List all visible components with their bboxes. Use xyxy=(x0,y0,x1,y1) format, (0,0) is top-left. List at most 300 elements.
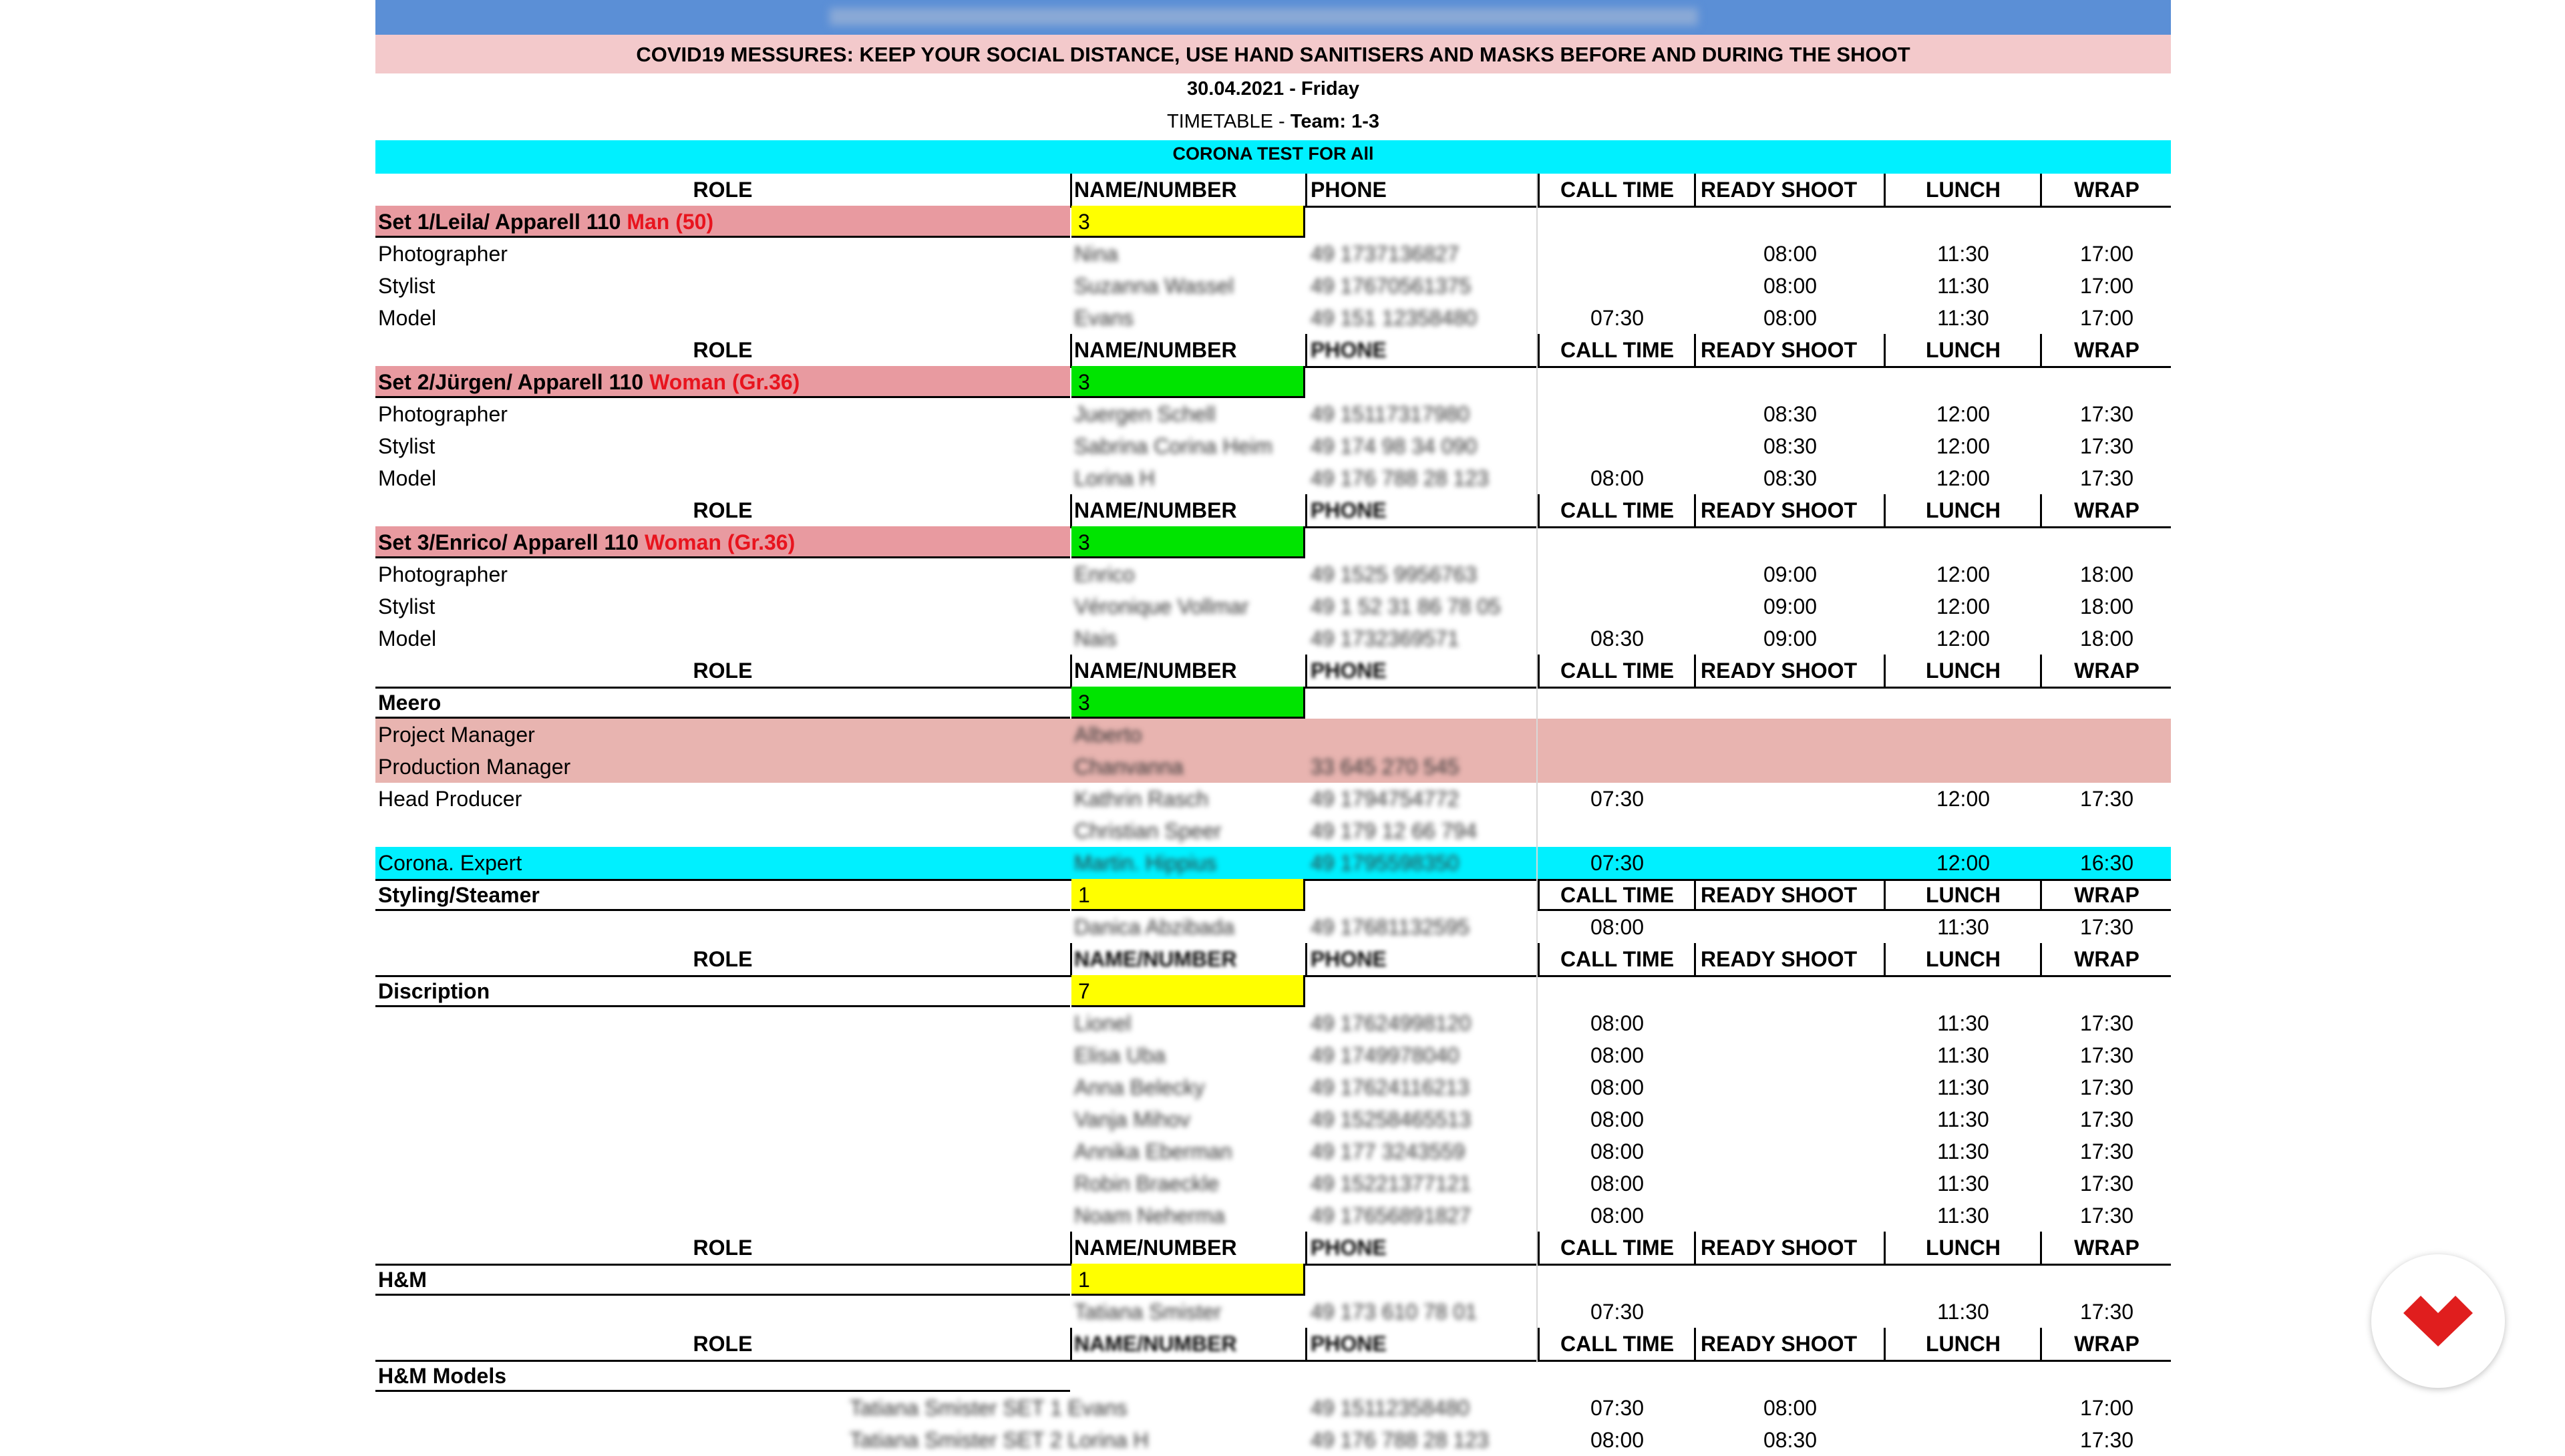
timetable-label: TIMETABLE - Team: 1-3 xyxy=(1167,111,1379,132)
red-diamond-logo-icon xyxy=(2403,1296,2473,1346)
app-logo-button[interactable] xyxy=(2371,1254,2505,1388)
hm-section-header xyxy=(375,1264,2171,1296)
col-phone: PHONE xyxy=(1311,338,1387,362)
table-row xyxy=(375,430,2171,462)
divider xyxy=(1070,655,1072,687)
name-cell: Enrico xyxy=(1074,562,1135,586)
role-cell: Stylist xyxy=(378,434,436,458)
phone-cell: 49 17656891827 xyxy=(1311,1204,1472,1228)
table-row xyxy=(375,1071,2171,1103)
col-role: ROLE xyxy=(693,1332,753,1356)
phone-cell: 49 1795598350 xyxy=(1311,851,1460,875)
blurred-address xyxy=(830,8,1698,25)
wrap-cell: 17:30 xyxy=(2079,1171,2134,1196)
table-row xyxy=(375,558,2171,590)
call-time-cell: 08:00 xyxy=(1590,1139,1645,1163)
name-cell: Vanja Mihov xyxy=(1074,1107,1190,1131)
name-cell: Kathrin Rasch xyxy=(1074,787,1208,811)
role-cell: Model xyxy=(378,626,437,651)
divider xyxy=(2040,174,2042,206)
table-row xyxy=(375,1392,2171,1424)
call-time-cell xyxy=(1540,590,1694,622)
role-cell: Corona. Expert xyxy=(378,851,522,875)
divider xyxy=(1305,334,1307,366)
divider xyxy=(1305,1232,1307,1264)
divider xyxy=(2040,943,2042,975)
divider xyxy=(1305,494,1307,526)
role-cell: Project Manager xyxy=(378,723,535,747)
phone-cell: 49 1749978040 xyxy=(1311,1043,1460,1067)
table-row xyxy=(375,398,2171,430)
name-cell: Tatiana Smister xyxy=(1074,1300,1222,1324)
divider xyxy=(1536,174,1538,1362)
table-row xyxy=(375,1007,2171,1039)
call-time-cell: 07:30 xyxy=(1590,787,1645,811)
divider xyxy=(1538,879,1540,911)
name-cell: Chanvanna xyxy=(1074,755,1184,779)
section-title: Meero xyxy=(378,691,442,715)
divider xyxy=(1694,494,1696,526)
wrap-cell: 17:30 xyxy=(2079,1107,2134,1131)
discription-title xyxy=(378,975,1070,1007)
col-call-time: CALL TIME xyxy=(1560,659,1675,683)
wrap-cell: 18:00 xyxy=(2079,594,2134,618)
name-cell: Suzanna Wassel xyxy=(1074,274,1234,298)
phone-cell: 49 15258465513 xyxy=(1311,1107,1472,1131)
col-wrap: WRAP xyxy=(2074,1236,2140,1260)
lunch-cell xyxy=(1886,1424,2040,1456)
ready-shoot-cell: 08:30 xyxy=(1763,434,1818,458)
col-role: ROLE xyxy=(693,659,753,683)
divider xyxy=(2040,1232,2042,1264)
divider xyxy=(2040,1328,2042,1360)
lunch-cell: 12:00 xyxy=(1936,562,1991,586)
call-time-cell: 08:00 xyxy=(1590,1075,1645,1099)
divider xyxy=(1305,1328,1307,1360)
name-cell: Annika Eberman xyxy=(1074,1139,1232,1163)
section-title: H&M Models xyxy=(378,1364,506,1388)
col-call-time: CALL TIME xyxy=(1560,1236,1675,1260)
name-cell: Robin Braeckle xyxy=(1074,1171,1219,1196)
lunch-cell: 11:30 xyxy=(1937,1043,1989,1067)
role-cell: Head Producer xyxy=(378,787,522,811)
divider xyxy=(1070,494,1072,526)
ready-shoot-cell: 08:00 xyxy=(1763,274,1818,298)
call-time-cell: 08:00 xyxy=(1590,1043,1645,1067)
ready-shoot-cell xyxy=(1697,1103,1884,1135)
ready-shoot-cell: 08:30 xyxy=(1763,402,1818,426)
table-row xyxy=(375,270,2171,302)
call-time-cell: 08:00 xyxy=(1590,1428,1645,1452)
divider xyxy=(1884,943,1886,975)
ready-shoot-cell xyxy=(1697,783,1884,815)
wrap-cell xyxy=(2043,751,2171,783)
column-header-row xyxy=(375,334,2171,368)
wrap-cell: 17:30 xyxy=(2079,466,2134,490)
hm_models-section-header xyxy=(375,1360,2171,1392)
divider xyxy=(1694,1232,1696,1264)
table-row xyxy=(375,719,2171,751)
phone-cell: 49 174 98 34 090 xyxy=(1311,434,1478,458)
divider xyxy=(1694,655,1696,687)
phone-cell: 49 17624116213 xyxy=(1311,1075,1470,1099)
call-time-cell: 08:00 xyxy=(1590,1204,1645,1228)
divider xyxy=(1305,174,1307,206)
table-row xyxy=(375,622,2171,655)
col-name: NAME/NUMBER xyxy=(1074,659,1237,683)
name-cell: Danica Abzibada xyxy=(1074,915,1235,939)
divider xyxy=(1538,1232,1540,1264)
ready-shoot-cell: 08:30 xyxy=(1763,1428,1818,1452)
ready-shoot-cell: 08:00 xyxy=(1763,242,1818,266)
col-lunch: LUNCH xyxy=(1926,1236,2001,1260)
name-cell: Juergen Schell xyxy=(1074,402,1216,426)
col-wrap: WRAP xyxy=(2074,498,2140,522)
ready-shoot-cell xyxy=(1697,1167,1884,1200)
name-cell: Véronique Vollmar xyxy=(1074,594,1249,618)
divider xyxy=(1694,334,1696,366)
phone-cell: 49 177 3243559 xyxy=(1311,1139,1466,1163)
col-role: ROLE xyxy=(693,338,753,362)
wrap-cell: 17:00 xyxy=(2079,274,2134,298)
lunch-cell: 12:00 xyxy=(1936,594,1991,618)
phone-cell: 49 176 788 28 123 xyxy=(1311,466,1489,490)
lunch-cell xyxy=(1886,1392,2040,1424)
divider xyxy=(1305,943,1307,975)
ready-shoot-cell: 09:00 xyxy=(1763,594,1818,618)
divider xyxy=(1884,494,1886,526)
col-ready-shoot: READY SHOOT xyxy=(1701,659,1858,683)
phone-cell: 49 179 12 66 794 xyxy=(1311,819,1478,843)
call-time-cell xyxy=(1540,238,1694,270)
divider xyxy=(2040,655,2042,687)
lunch-cell: 11:30 xyxy=(1937,242,1989,266)
col-phone: PHONE xyxy=(1311,1332,1387,1356)
call-time-cell: 08:00 xyxy=(1590,1107,1645,1131)
col-role: ROLE xyxy=(693,947,753,971)
table-row xyxy=(375,911,2171,943)
covid-notice: COVID19 MESSURES: KEEP YOUR SOCIAL DISTANCE, USE HAND SANITISERS AND MASKS BEFORE AND DURING THE SHOOT xyxy=(636,43,1910,66)
col-lunch: LUNCH xyxy=(1926,659,2001,683)
col-lunch: LUNCH xyxy=(1926,178,2001,202)
section-title: Discription xyxy=(378,979,490,1003)
call-time-cell: 07:30 xyxy=(1590,1300,1645,1324)
wrap-cell: 17:00 xyxy=(2079,1396,2134,1420)
hm_models-title xyxy=(378,1360,1070,1392)
name-cell: Anna Belecky xyxy=(1074,1075,1205,1099)
col-ready-shoot: READY SHOOT xyxy=(1701,947,1858,971)
col-name: NAME/NUMBER xyxy=(1074,498,1237,522)
divider xyxy=(1538,655,1540,687)
divider xyxy=(1884,1232,1886,1264)
hm-title xyxy=(378,1264,1070,1296)
wrap-cell: 17:30 xyxy=(2079,1300,2134,1324)
table-row xyxy=(375,302,2171,334)
wrap-cell xyxy=(2043,719,2171,751)
name-cell: Elisa Uba xyxy=(1074,1043,1166,1067)
divider xyxy=(2040,494,2042,526)
phone-cell: 33 645 270 545 xyxy=(1311,755,1460,779)
col-lunch: LUNCH xyxy=(1926,883,2001,907)
call-time-cell xyxy=(1540,815,1694,847)
col-wrap: WRAP xyxy=(2074,659,2140,683)
wrap-cell: 17:30 xyxy=(2079,1043,2134,1067)
divider xyxy=(1884,655,1886,687)
wrap-cell: 17:30 xyxy=(2079,787,2134,811)
section-title: Set 2/Jürgen/ Apparell 110 xyxy=(378,370,650,394)
ready-shoot-cell xyxy=(1697,815,1884,847)
headcount: 1 xyxy=(1078,1268,1090,1292)
set2-title xyxy=(378,366,1070,398)
wrap-cell: 17:00 xyxy=(2079,242,2134,266)
lunch-cell: 11:30 xyxy=(1937,915,1989,939)
name-cell: Lorina H xyxy=(1074,466,1155,490)
section-subtitle: Man (50) xyxy=(627,210,714,234)
divider xyxy=(1694,943,1696,975)
wrap-cell: 17:30 xyxy=(2079,1428,2134,1452)
wrap-cell: 17:30 xyxy=(2079,1204,2134,1228)
col-wrap: WRAP xyxy=(2074,947,2140,971)
phone-cell: 49 151 12358480 xyxy=(1311,306,1478,330)
phone-cell xyxy=(1311,719,1538,751)
call-time-cell: 07:30 xyxy=(1590,1396,1645,1420)
call-time-cell: 08:00 xyxy=(1590,466,1645,490)
ready-shoot-cell: 08:00 xyxy=(1763,306,1818,330)
col-name: NAME/NUMBER xyxy=(1074,338,1237,362)
wrap-cell: 17:30 xyxy=(2079,1139,2134,1163)
section-subtitle: Woman (Gr.36) xyxy=(644,530,796,554)
ready-shoot-cell xyxy=(1697,911,1884,943)
col-phone: PHONE xyxy=(1311,947,1387,971)
wrap-cell: 17:30 xyxy=(2079,915,2134,939)
call-time-cell: 07:30 xyxy=(1590,851,1645,875)
call-time-cell xyxy=(1540,719,1694,751)
section-subtitle: Woman (Gr.36) xyxy=(649,370,800,394)
table-row xyxy=(375,1200,2171,1232)
ready-shoot-cell: 08:30 xyxy=(1763,466,1818,490)
column-header-row xyxy=(375,494,2171,528)
col-ready-shoot: READY SHOOT xyxy=(1701,883,1858,907)
col-wrap: WRAP xyxy=(2074,338,2140,362)
discription-section-header xyxy=(375,975,2171,1007)
headcount: 7 xyxy=(1078,979,1090,1003)
col-lunch: LUNCH xyxy=(1926,1332,2001,1356)
role-cell: Photographer xyxy=(378,562,508,586)
phone-cell: 49 1737136827 xyxy=(1311,242,1460,266)
call-time-cell: 08:30 xyxy=(1590,626,1645,651)
role-cell: Stylist xyxy=(378,274,436,298)
col-role: ROLE xyxy=(693,498,753,522)
table-row xyxy=(375,751,2171,783)
wrap-cell: 16:30 xyxy=(2079,851,2134,875)
phone-cell: 49 15112358480 xyxy=(1311,1396,1470,1420)
lunch-cell: 11:30 xyxy=(1937,1075,1989,1099)
name-cell: Alberto xyxy=(1074,723,1142,747)
phone-cell: 49 1525 9956763 xyxy=(1311,562,1478,586)
divider xyxy=(1694,1328,1696,1360)
phone-cell: 49 1794754772 xyxy=(1311,787,1460,811)
lunch-cell xyxy=(1886,815,2040,847)
set1-section-header xyxy=(375,206,2171,238)
divider xyxy=(1070,1328,1072,1360)
divider xyxy=(1070,943,1072,975)
ready-shoot-cell xyxy=(1697,1200,1884,1232)
lunch-cell: 11:30 xyxy=(1937,274,1989,298)
col-phone: PHONE xyxy=(1311,498,1387,522)
lunch-cell xyxy=(1886,719,2040,751)
col-phone: PHONE xyxy=(1311,178,1387,202)
col-phone: PHONE xyxy=(1311,659,1387,683)
table-row xyxy=(375,1135,2171,1167)
call-time-cell xyxy=(1540,398,1694,430)
table-row xyxy=(375,1167,2171,1200)
ready-shoot-cell xyxy=(1697,1296,1884,1328)
divider xyxy=(1884,334,1886,366)
divider xyxy=(1694,879,1696,911)
phone-cell: 49 15117317980 xyxy=(1311,402,1470,426)
name-cell: Martin. Hippius xyxy=(1074,851,1217,875)
col-name: NAME/NUMBER xyxy=(1074,1332,1237,1356)
col-ready-shoot: READY SHOOT xyxy=(1701,498,1858,522)
call-time-cell: 08:00 xyxy=(1590,1171,1645,1196)
col-ready-shoot: READY SHOOT xyxy=(1701,338,1858,362)
table-row xyxy=(375,815,2171,847)
team-label: Team: 1-3 xyxy=(1290,111,1379,132)
lunch-cell: 11:30 xyxy=(1937,1171,1989,1196)
headcount: 1 xyxy=(1078,883,1090,907)
section-title: Styling/Steamer xyxy=(378,883,540,907)
ready-shoot-cell xyxy=(1697,751,1884,783)
col-phone: PHONE xyxy=(1311,1236,1387,1260)
col-ready-shoot: READY SHOOT xyxy=(1701,1332,1858,1356)
divider xyxy=(2040,879,2042,911)
section-title: Set 3/Enrico/ Apparell 110 xyxy=(378,530,645,554)
call-time-cell: 08:00 xyxy=(1590,915,1645,939)
lunch-cell: 11:30 xyxy=(1937,1300,1989,1324)
divider xyxy=(1694,174,1696,206)
col-wrap: WRAP xyxy=(2074,883,2140,907)
col-lunch: LUNCH xyxy=(1926,947,2001,971)
ready-shoot-cell: 08:00 xyxy=(1763,1396,1818,1420)
phone-cell: 49 17681132595 xyxy=(1311,915,1470,939)
phone-cell: 49 15221377121 xyxy=(1311,1171,1472,1196)
call-time-cell xyxy=(1540,270,1694,302)
phone-cell: 49 17670561375 xyxy=(1311,274,1472,298)
divider xyxy=(1070,334,1072,366)
name-cell: Lionel xyxy=(1074,1011,1132,1035)
col-role: ROLE xyxy=(693,1236,753,1260)
call-time-cell: 08:00 xyxy=(1590,1011,1645,1035)
table-row xyxy=(375,238,2171,270)
phone-cell: 49 1 52 31 86 78 05 xyxy=(1311,594,1501,618)
col-wrap: WRAP xyxy=(2074,1332,2140,1356)
ready-shoot-cell xyxy=(1697,1071,1884,1103)
lunch-cell: 11:30 xyxy=(1937,306,1989,330)
divider xyxy=(1884,1328,1886,1360)
col-call-time: CALL TIME xyxy=(1560,1332,1675,1356)
column-header-row xyxy=(375,174,2171,208)
divider xyxy=(1070,1232,1072,1264)
divider xyxy=(1305,655,1307,687)
lunch-cell: 11:30 xyxy=(1937,1139,1989,1163)
divider xyxy=(1884,879,1886,911)
wrap-cell: 17:30 xyxy=(2079,1075,2134,1099)
call-time-cell: 07:30 xyxy=(1590,306,1645,330)
headcount: 3 xyxy=(1078,210,1090,234)
role-cell: Photographer xyxy=(378,402,508,426)
wrap-cell: 18:00 xyxy=(2079,626,2134,651)
section-title: Set 1/Leila/ Apparell 110 xyxy=(378,210,627,234)
table-row xyxy=(375,1103,2171,1135)
table-row xyxy=(375,783,2171,815)
table-row xyxy=(375,1296,2171,1328)
name-cell: Nina xyxy=(1074,242,1118,266)
ready-shoot-cell: 09:00 xyxy=(1763,562,1818,586)
ready-shoot-cell xyxy=(1697,847,1884,879)
ready-shoot-cell xyxy=(1697,1135,1884,1167)
name-cell: Tatiana Smister SET 1 Evans xyxy=(850,1396,1128,1420)
col-wrap: WRAP xyxy=(2074,178,2140,202)
role-cell: Model xyxy=(378,306,437,330)
phone-cell: 49 173 610 78 01 xyxy=(1311,1300,1478,1324)
col-name: NAME/NUMBER xyxy=(1074,178,1237,202)
wrap-cell: 17:30 xyxy=(2079,1011,2134,1035)
headcount: 3 xyxy=(1078,530,1090,554)
name-cell: Sabrina Corina Heim xyxy=(1074,434,1273,458)
col-call-time: CALL TIME xyxy=(1560,178,1675,202)
role-cell: Model xyxy=(378,466,437,490)
ready-shoot-cell xyxy=(1697,719,1884,751)
wrap-cell: 17:30 xyxy=(2079,434,2134,458)
headcount: 3 xyxy=(1078,370,1090,394)
set3-section-header xyxy=(375,526,2171,558)
headcount: 3 xyxy=(1078,691,1090,715)
role-cell: Production Manager xyxy=(378,755,571,779)
col-name: NAME/NUMBER xyxy=(1074,947,1237,971)
divider xyxy=(1538,334,1540,366)
lunch-cell: 11:30 xyxy=(1937,1204,1989,1228)
col-ready-shoot: READY SHOOT xyxy=(1701,1236,1858,1260)
name-cell: Noam Neherma xyxy=(1074,1204,1225,1228)
wrap-cell: 18:00 xyxy=(2079,562,2134,586)
divider xyxy=(1538,494,1540,526)
col-call-time: CALL TIME xyxy=(1560,338,1675,362)
divider xyxy=(1538,1328,1540,1360)
col-name: NAME/NUMBER xyxy=(1074,1236,1237,1260)
address-band xyxy=(375,0,2171,35)
table-row xyxy=(375,1039,2171,1071)
col-ready-shoot: READY SHOOT xyxy=(1701,178,1858,202)
call-time-cell xyxy=(1540,558,1694,590)
call-time-cell xyxy=(1540,751,1694,783)
meero-title xyxy=(378,687,1070,719)
name-cell: Tatiana Smister SET 2 Lorina H xyxy=(850,1428,1149,1452)
lunch-cell: 12:00 xyxy=(1936,626,1991,651)
lunch-cell: 11:30 xyxy=(1937,1011,1989,1035)
set1-title xyxy=(378,206,1070,238)
col-call-time: CALL TIME xyxy=(1560,883,1675,907)
col-call-time: CALL TIME xyxy=(1560,947,1675,971)
col-lunch: LUNCH xyxy=(1926,338,2001,362)
column-header-row xyxy=(375,1328,2171,1362)
lunch-cell: 12:00 xyxy=(1936,787,1991,811)
call-time-cell xyxy=(1540,430,1694,462)
divider xyxy=(1070,174,1072,206)
name-cell: Evans xyxy=(1074,306,1134,330)
corona-test-notice: CORONA TEST FOR All xyxy=(1172,144,1374,164)
divider xyxy=(1884,174,1886,206)
styling-section-header xyxy=(375,879,2171,911)
